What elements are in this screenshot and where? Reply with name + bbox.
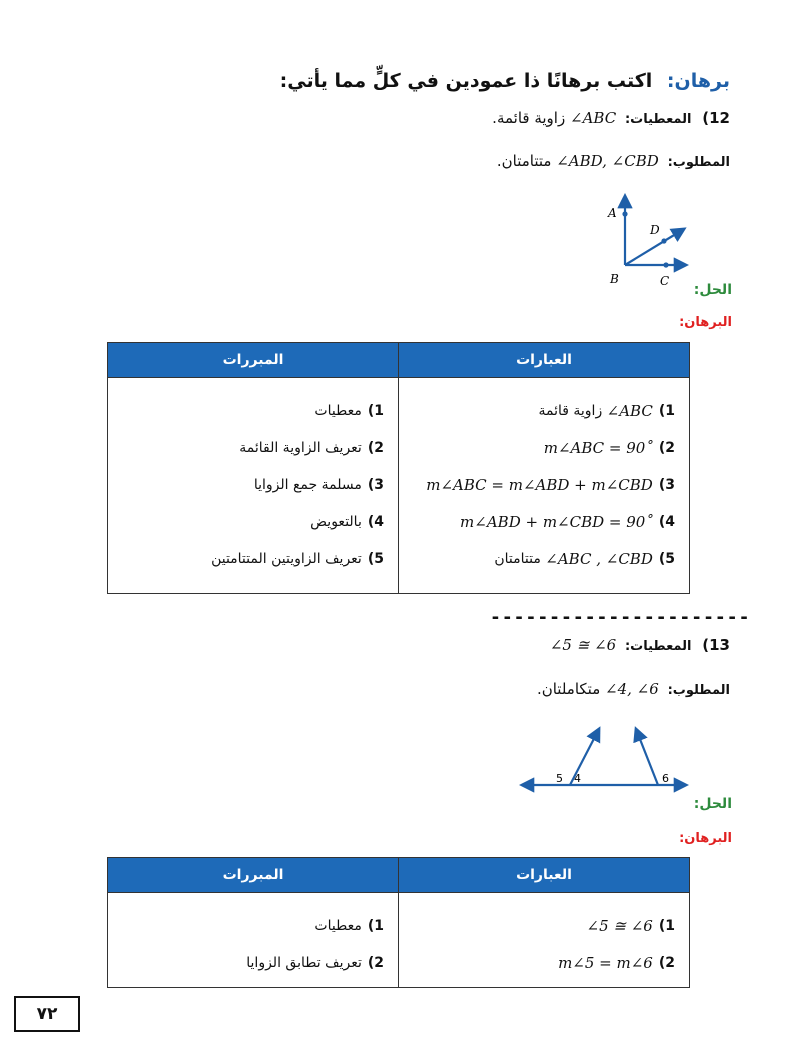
statement-text: متتامتان	[494, 550, 541, 567]
solution-label-12: الحل:	[693, 282, 732, 298]
statement-text: زاوية قائمة	[538, 402, 603, 419]
reason-text: معطيات	[314, 917, 362, 934]
statement-row	[413, 944, 675, 981]
reason-number: 5)	[367, 550, 384, 567]
statement-row	[413, 429, 675, 466]
prove-text: متكاملتان.	[536, 680, 601, 698]
reason-row	[122, 392, 384, 429]
point-c	[663, 262, 668, 267]
prove-label: المطلوب:	[667, 683, 730, 698]
reason-text: تعريف الزاوية القائمة	[239, 439, 362, 456]
label-d: D	[650, 223, 660, 237]
solution-label-13: الحل:	[693, 796, 732, 812]
heading-lead: برهان:	[666, 70, 730, 92]
statement-math: ∠5 ≅ ∠6	[586, 916, 653, 935]
reason-number: 3)	[367, 476, 384, 493]
statement-row	[413, 907, 675, 944]
label-b: B	[610, 272, 619, 286]
reason-row	[122, 429, 384, 466]
reason-row	[122, 503, 384, 540]
statement-number: 2)	[658, 954, 675, 971]
statement-row	[413, 466, 675, 503]
proof-table-12	[107, 342, 690, 594]
statement-math: m∠5 = m∠6	[558, 953, 653, 972]
heading-text: اكتب برهانًا ذا عمودين في كلٍّ مما يأتي:	[279, 70, 653, 92]
proof-label-12: البرهان:	[679, 315, 732, 330]
angle-label-6: 6	[662, 772, 669, 785]
statement-math: ∠ABC , ∠CBD	[545, 549, 653, 568]
reasons-cell	[108, 893, 399, 988]
point-a	[622, 211, 627, 216]
statement-number: 1)	[658, 917, 675, 934]
angle-label-4: 4	[574, 772, 581, 785]
reasons-cell	[108, 378, 399, 594]
problem12-number: 12)	[702, 109, 730, 127]
reason-row	[122, 466, 384, 503]
reason-text: مسلمة جمع الزوايا	[253, 476, 362, 493]
statement-number: 4)	[658, 513, 675, 530]
page-number: ٧٢	[14, 996, 80, 1032]
reason-number: 2)	[367, 954, 384, 971]
statement-number: 3)	[658, 476, 675, 493]
problem13-figure	[508, 722, 698, 797]
statement-math: m∠ABD + m∠CBD = 90˚	[460, 512, 653, 531]
label-c: C	[660, 274, 670, 288]
statement-number: 2)	[658, 439, 675, 456]
statement-math: m∠ABC = 90˚	[543, 438, 653, 457]
prove-math: ∠4, ∠6	[605, 680, 659, 698]
given-label: المعطيات:	[624, 639, 692, 654]
statement-row	[413, 392, 675, 429]
reason-number: 4)	[367, 513, 384, 530]
reason-text: تعريف الزاويتين المتتامتين	[211, 550, 362, 567]
problem13-given	[550, 636, 730, 654]
problem13-number: 13)	[702, 636, 730, 654]
proof-label-13: البرهان:	[679, 831, 732, 846]
statement-row	[413, 503, 675, 540]
col-statements: العبارات	[399, 858, 690, 893]
reason-number: 1)	[367, 917, 384, 934]
given-label: المعطيات:	[624, 112, 692, 127]
statement-row	[413, 540, 675, 577]
reason-text: بالتعويض	[310, 513, 362, 530]
problem12-prove	[497, 152, 730, 170]
label-a: A	[608, 206, 617, 220]
reason-text: معطيات	[314, 402, 362, 419]
problem13-prove	[537, 680, 730, 698]
reason-number: 2)	[367, 439, 384, 456]
separator: ----------------------	[490, 607, 751, 628]
prove-text: متتامتان.	[496, 152, 552, 170]
reason-row	[122, 944, 384, 981]
given-math: ∠ABC	[570, 109, 617, 127]
statement-number: 5)	[658, 550, 675, 567]
statements-cell	[399, 378, 690, 594]
angle-label-5: 5	[556, 772, 563, 785]
reason-row	[122, 907, 384, 944]
col-statements: العبارات	[399, 343, 690, 378]
problem12-figure	[598, 190, 698, 290]
statement-math: ∠ABC	[606, 401, 653, 420]
right-ray	[636, 729, 658, 785]
statement-math: m∠ABC = m∠ABD + m∠CBD	[426, 475, 653, 494]
point-d	[661, 238, 666, 243]
problem12-given	[492, 109, 730, 127]
reason-text: تعريف تطابق الزوايا	[246, 954, 362, 971]
col-reasons: المبررات	[108, 858, 399, 893]
proof-table-13	[107, 857, 690, 988]
prove-label: المطلوب:	[667, 155, 730, 170]
reason-row	[122, 540, 384, 577]
col-reasons: المبررات	[108, 343, 399, 378]
statement-number: 1)	[658, 402, 675, 419]
statements-cell	[399, 893, 690, 988]
exercise-heading	[280, 70, 730, 92]
given-text: زاوية قائمة.	[492, 109, 566, 127]
prove-math: ∠ABD, ∠CBD	[556, 152, 659, 170]
reason-number: 1)	[367, 402, 384, 419]
given-math: ∠5 ≅ ∠6	[549, 636, 617, 654]
